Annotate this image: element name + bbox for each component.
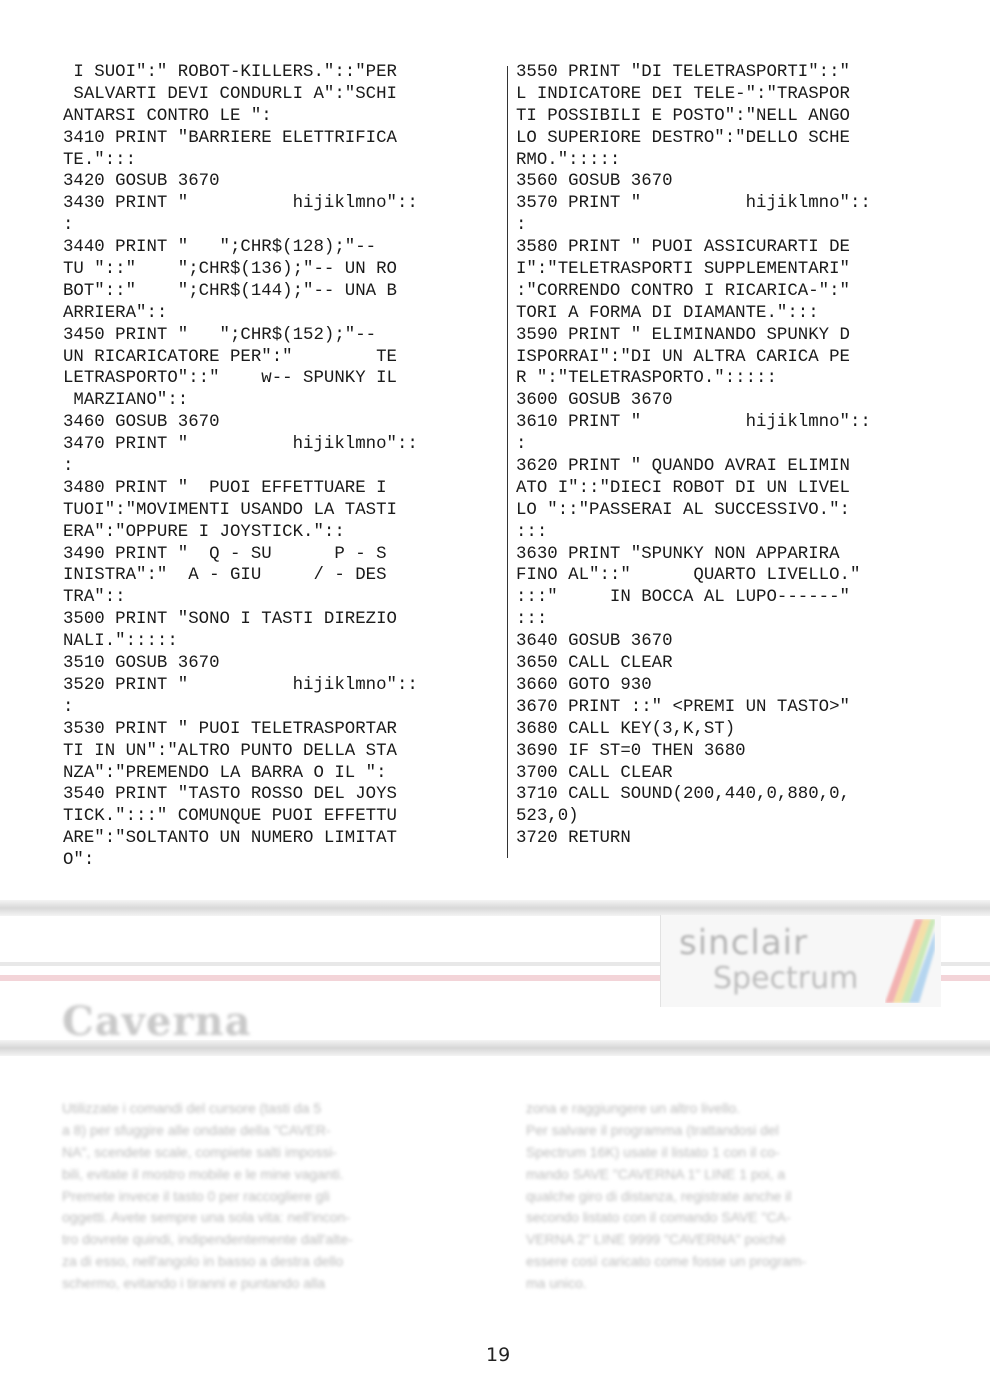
article-text-line: bili, evitate il mostro mobile e le mine vaganti. bbox=[62, 1165, 344, 1182]
article-text-line: zona e raggiungere un altro livello. bbox=[526, 1100, 741, 1116]
code-line: NALI."::::: bbox=[63, 632, 178, 652]
code-line: FINO AL"::" QUARTO LIVELLO." bbox=[516, 566, 861, 586]
code-line: TI IN UN":"ALTRO PUNTO DELLA STA bbox=[63, 741, 397, 761]
article-text-line: qualche giro di distanza, registrate anche il bbox=[526, 1187, 792, 1204]
code-line: 3480 PRINT " PUOI EFFETTUARE I bbox=[63, 478, 387, 498]
code-line: 3410 PRINT "BARRIERE ELETTRIFICA bbox=[63, 128, 397, 148]
article-body-left bbox=[62, 1098, 482, 1295]
code-line: RMO."::::: bbox=[516, 150, 621, 170]
logo-line-1: sinclair bbox=[679, 923, 809, 963]
code-line: TRA":: bbox=[63, 588, 126, 608]
code-line: TI POSSIBILI E POSTO":"NELL ANGO bbox=[516, 106, 850, 126]
column-divider bbox=[507, 66, 508, 858]
article-text-line: secondo listato con il comando SAVE "CA- bbox=[526, 1209, 791, 1226]
code-line: 3530 PRINT " PUOI TELETRASPORTAR bbox=[63, 719, 397, 739]
code-line: ARE":"SOLTANTO UN NUMERO LIMITAT bbox=[63, 829, 397, 849]
header-band-top bbox=[0, 900, 990, 916]
logo-line-2: Spectrum bbox=[713, 961, 859, 996]
code-line: TU "::" ";CHR$(136);"-- UN RO bbox=[63, 260, 397, 280]
code-line: : bbox=[516, 435, 527, 455]
code-line: 3670 PRINT ::" <PREMI UN TASTO>" bbox=[516, 697, 850, 717]
article-text-line: NA", scendete scale, compiete salti impossi- bbox=[62, 1143, 337, 1160]
code-line: 3560 GOSUB 3670 bbox=[516, 172, 673, 192]
code-line: 3450 PRINT " ";CHR$(152);"-- bbox=[63, 325, 377, 345]
code-line: ERA":"OPPURE I JOYSTICK.":: bbox=[63, 522, 345, 542]
code-line: 3630 PRINT "SPUNKY NON APPARIRA bbox=[516, 544, 840, 564]
article-text-line: Per salvare il programma (trattandosi del bbox=[526, 1121, 779, 1138]
code-line: : bbox=[63, 216, 74, 236]
code-line: 3500 PRINT "SONO I TASTI DIREZIO bbox=[63, 610, 397, 630]
code-line: INISTRA":" A - GIU / - DES bbox=[63, 566, 387, 586]
article-text-line: Utilizzate i comandi del cursore (tasti da 5 bbox=[62, 1100, 322, 1116]
sinclair-spectrum-logo bbox=[660, 915, 941, 1007]
code-line: O": bbox=[63, 851, 95, 871]
article-text-line: oggetti. Avete sempre una sola vita: nell'incon- bbox=[62, 1209, 351, 1226]
code-line: 3430 PRINT " hijiklmno":: bbox=[63, 194, 418, 214]
article-title: Caverna bbox=[62, 998, 252, 1045]
code-line: 3470 PRINT " hijiklmno":: bbox=[63, 435, 418, 455]
article-text-line: schermo, evitando i tiranni e puntando alla bbox=[62, 1275, 326, 1292]
code-line: 3460 GOSUB 3670 bbox=[63, 413, 220, 433]
code-line: TICK.":::" COMUNQUE PUOI EFFETTU bbox=[63, 807, 397, 827]
rainbow-stripe-icon bbox=[885, 919, 935, 1003]
code-line: ATO I"::"DIECI ROBOT DI UN LIVEL bbox=[516, 478, 850, 498]
code-line: 3510 GOSUB 3670 bbox=[63, 654, 220, 674]
code-line: LO SUPERIORE DESTRO":"DELLO SCHE bbox=[516, 128, 850, 148]
code-line: 3660 GOTO 930 bbox=[516, 675, 652, 695]
code-line: 3540 PRINT "TASTO ROSSO DEL JOYS bbox=[63, 785, 397, 805]
code-line: 3440 PRINT " ";CHR$(128);"-- bbox=[63, 238, 377, 258]
basic-listing-left-column bbox=[63, 62, 493, 872]
article-text-line: tro dovrete quindi, indipendentemente dall'alte- bbox=[62, 1231, 353, 1248]
code-line: 3710 CALL SOUND(200,440,0,880,0, bbox=[516, 785, 850, 805]
code-line: 3610 PRINT " hijiklmno":: bbox=[516, 413, 871, 433]
code-line: I SUOI":" ROBOT-KILLERS."::"PER bbox=[63, 63, 397, 82]
code-line: : bbox=[63, 697, 74, 717]
code-line: ::: bbox=[516, 610, 548, 630]
code-line: L INDICATORE DEI TELE-":"TRASPOR bbox=[516, 84, 850, 104]
basic-listing-right-column bbox=[516, 62, 946, 850]
code-line: 3690 IF ST=0 THEN 3680 bbox=[516, 741, 746, 761]
code-line: :"CORRENDO CONTRO I RICARICA-":" bbox=[516, 281, 850, 301]
article-text-line: VERNA 2" LINE 9999 "CAVERNA" poiché bbox=[526, 1231, 786, 1248]
code-line: I":"TELETRASPORTI SUPPLEMENTARI" bbox=[516, 260, 850, 280]
code-line: NZA":"PREMENDO LA BARRA O IL ": bbox=[63, 763, 387, 783]
code-line: 3640 GOSUB 3670 bbox=[516, 632, 673, 652]
code-line: 3700 CALL CLEAR bbox=[516, 763, 673, 783]
article-text-line: mando SAVE "CAVERNA 1" LINE 1 poi, a bbox=[526, 1165, 786, 1182]
code-line: 3620 PRINT " QUANDO AVRAI ELIMIN bbox=[516, 457, 850, 477]
code-line: 523,0) bbox=[516, 807, 579, 827]
code-line: MARZIANO":: bbox=[63, 391, 189, 411]
code-line: ANTARSI CONTRO LE ": bbox=[63, 106, 272, 126]
code-line: R ":"TELETRASPORTO."::::: bbox=[516, 369, 777, 389]
code-line: 3520 PRINT " hijiklmno":: bbox=[63, 675, 418, 695]
code-line: 3490 PRINT " Q - SU P - S bbox=[63, 544, 387, 564]
code-line: 3550 PRINT "DI TELETRASPORTI"::" bbox=[516, 63, 850, 82]
code-line: : bbox=[516, 216, 527, 236]
code-line: 3600 GOSUB 3670 bbox=[516, 391, 673, 411]
code-line: LO "::"PASSERAI AL SUCCESSIVO.": bbox=[516, 500, 850, 520]
code-line: TE."::: bbox=[63, 150, 137, 170]
code-line: 3570 PRINT " hijiklmno":: bbox=[516, 194, 871, 214]
code-line: 3650 CALL CLEAR bbox=[516, 654, 673, 674]
article-text-line: ma unico. bbox=[526, 1275, 587, 1292]
code-line: ARRIERA":: bbox=[63, 303, 168, 323]
article-text-line: za di esso, nell'angolo in basso a destra dello bbox=[62, 1253, 344, 1270]
code-line: 3720 RETURN bbox=[516, 829, 631, 849]
article-text-line: Spectrum 16K) usate il listato 1 con il co- bbox=[526, 1143, 780, 1160]
code-line: :::" IN BOCCA AL LUPO------" bbox=[516, 588, 850, 608]
page-number: 19 bbox=[486, 1344, 511, 1366]
code-line: ::: bbox=[516, 522, 548, 542]
code-line: ISPORRAI":"DI UN ALTRA CARICA PE bbox=[516, 347, 850, 367]
code-line: SALVARTI DEVI CONDURLI A":"SCHI bbox=[63, 84, 397, 104]
code-line: BOT"::" ";CHR$(144);"-- UNA B bbox=[63, 281, 397, 301]
code-line: TUOI":"MOVIMENTI USANDO LA TASTI bbox=[63, 500, 397, 520]
code-line: LETRASPORTO"::" w-- SPUNKY IL bbox=[63, 369, 397, 389]
code-line: 3420 GOSUB 3670 bbox=[63, 172, 220, 192]
article-text-line: a 8) per sfuggire alle ondate della "CAVER- bbox=[62, 1121, 331, 1138]
code-line: TORI A FORMA DI DIAMANTE."::: bbox=[516, 303, 819, 323]
code-line: 3580 PRINT " PUOI ASSICURARTI DE bbox=[516, 238, 850, 258]
article-text-line: Premete invece il tasto 0 per raccogliere gli bbox=[62, 1187, 330, 1204]
code-line: 3590 PRINT " ELIMINANDO SPUNKY D bbox=[516, 325, 850, 345]
article-text-line: essere così caricato come fosse un program- bbox=[526, 1253, 807, 1270]
article-body-right bbox=[526, 1098, 946, 1295]
code-line: : bbox=[63, 457, 74, 477]
code-line: 3680 CALL KEY(3,K,ST) bbox=[516, 719, 736, 739]
code-line: UN RICARICATORE PER":" TE bbox=[63, 347, 397, 367]
